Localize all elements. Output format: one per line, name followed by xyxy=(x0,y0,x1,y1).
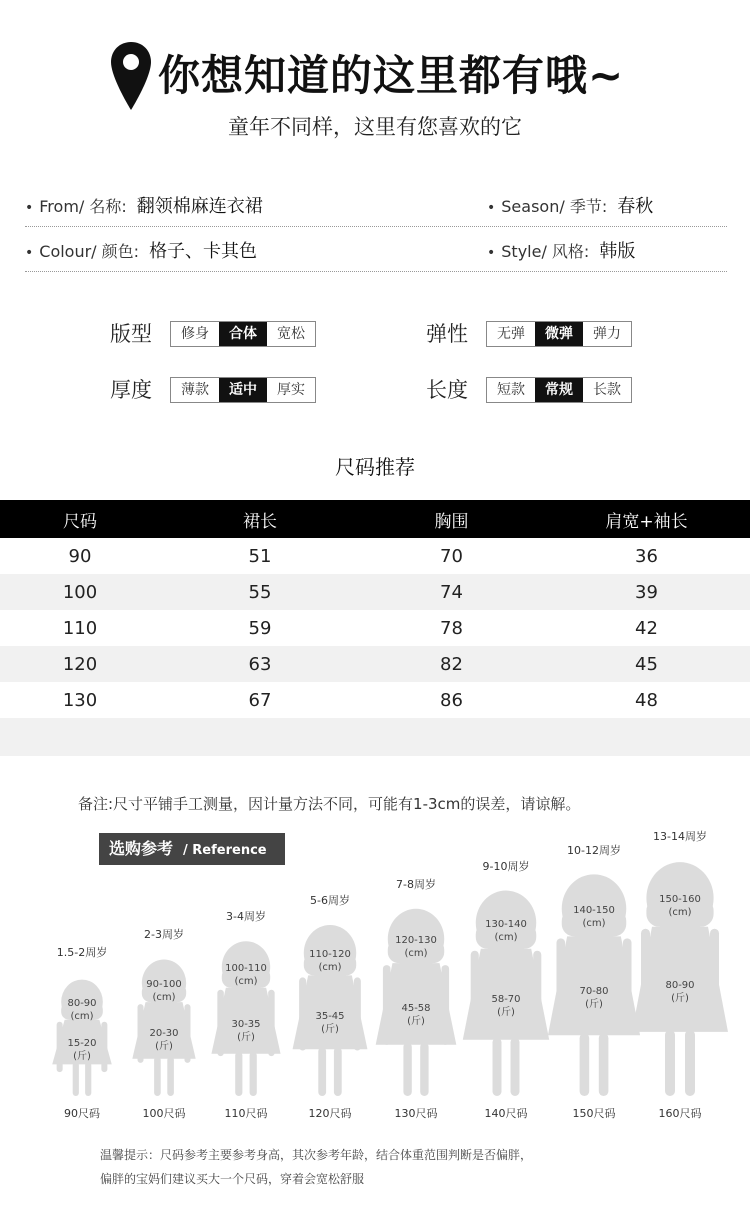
table-footer-band xyxy=(0,718,750,756)
attribute-key: Style/ 风格: xyxy=(501,242,590,261)
attribute-key: Colour/ 颜色: xyxy=(39,242,140,261)
figure-weight: 20-30 xyxy=(149,1028,179,1039)
table-cell: 82 xyxy=(440,653,463,675)
table-cell: 55 xyxy=(248,581,272,603)
option-regular[interactable]: 合体 xyxy=(219,322,267,346)
reference-tag-en: / Reference xyxy=(183,843,267,858)
figure-height: 110-120 xyxy=(309,948,351,960)
figure-weight-unit: (斤) xyxy=(407,1016,425,1027)
figure-height-unit: (cm) xyxy=(152,992,176,1004)
table-header xyxy=(0,500,750,538)
attribute-key: Season/ 季节: xyxy=(501,197,608,216)
option-short[interactable]: 短款 xyxy=(487,378,535,402)
attribute-value: 格子、卡其色 xyxy=(149,241,258,262)
table-cell: 130 xyxy=(62,689,98,711)
figure-height: 100-110 xyxy=(225,963,267,975)
attribute-season xyxy=(487,187,653,227)
attribute-row xyxy=(25,232,727,272)
property-elasticity xyxy=(426,321,646,347)
page-subtitle: 童年不同样，这里有您喜欢的它 xyxy=(228,115,522,139)
table-cell: 78 xyxy=(440,617,463,639)
option-thin[interactable]: 薄款 xyxy=(171,378,219,402)
page-title: 你想知道的这里都有哦~ xyxy=(158,51,625,100)
figure-age: 3-4周岁 xyxy=(226,910,266,923)
figure-age: 5-6周岁 xyxy=(310,894,350,907)
figure-height: 150-160 xyxy=(659,894,701,905)
attribute-value: 韩版 xyxy=(599,241,636,262)
property-label: 长度 xyxy=(426,378,468,402)
figure-size: 160尺码 xyxy=(658,1107,702,1120)
table-row xyxy=(0,610,750,646)
bullet-icon: • xyxy=(25,200,34,216)
option-standard[interactable]: 常规 xyxy=(535,378,583,402)
measurement-note: 备注:尺寸平铺手工测量，因计量方法不同，可能有1-3cm的误差，请谅解。 xyxy=(78,795,581,813)
reference-figure xyxy=(37,946,127,1125)
table-cell: 67 xyxy=(248,689,272,711)
reference-tag xyxy=(99,833,285,865)
figure-height: 90-100 xyxy=(146,979,182,991)
figure-weight-unit: (斤) xyxy=(585,999,603,1010)
table-row xyxy=(0,574,750,610)
tip-line-1: 温馨提示：尺码参考主要参考身高，其次参考年龄，结合体重范围判断是否偏胖， xyxy=(100,1148,533,1162)
figure-weight: 45-58 xyxy=(401,1003,431,1014)
figure-weight-unit: (斤) xyxy=(671,993,689,1004)
property-length xyxy=(426,377,646,403)
figure-weight: 15-20 xyxy=(67,1038,97,1049)
figure-size: 110尺码 xyxy=(224,1107,268,1120)
figure-age: 9-10周岁 xyxy=(482,860,530,873)
figure-age: 1.5-2周岁 xyxy=(56,946,108,959)
table-cell: 39 xyxy=(635,581,658,603)
attribute-row xyxy=(25,187,727,227)
attribute-key: From/ 名称: xyxy=(39,197,127,216)
figure-weight: 58-70 xyxy=(491,994,521,1005)
figure-height: 140-150 xyxy=(573,904,615,916)
figure-size: 130尺码 xyxy=(394,1107,438,1120)
option-medium[interactable]: 适中 xyxy=(219,378,267,402)
column-header: 肩宽+袖长 xyxy=(605,511,688,532)
table-cell: 48 xyxy=(635,689,658,711)
option-thick[interactable]: 厚实 xyxy=(267,378,315,402)
figure-height-unit: (cm) xyxy=(70,1010,94,1022)
property-label: 版型 xyxy=(110,322,152,346)
option-stretch[interactable]: 弹力 xyxy=(583,322,631,346)
bullet-icon: • xyxy=(487,245,496,261)
figure-weight-unit: (斤) xyxy=(155,1041,173,1052)
figure-height-unit: (cm) xyxy=(494,931,518,943)
attribute-style xyxy=(487,232,635,272)
figure-height-unit: (cm) xyxy=(404,947,428,959)
table-row xyxy=(0,646,750,682)
option-slim[interactable]: 修身 xyxy=(171,322,219,346)
figure-height-unit: (cm) xyxy=(234,976,258,988)
reference-tag-cn: 选购参考 xyxy=(109,839,174,858)
property-thickness xyxy=(110,377,330,403)
option-long[interactable]: 长款 xyxy=(583,378,631,402)
thickness-options xyxy=(170,377,316,403)
table-row xyxy=(0,538,750,574)
table-cell: 110 xyxy=(62,617,98,639)
figure-weight: 35-45 xyxy=(315,1011,345,1022)
reference-figure xyxy=(616,830,744,1125)
figure-age: 7-8周岁 xyxy=(396,878,436,891)
table-cell: 70 xyxy=(440,545,463,567)
figure-weight: 80-90 xyxy=(665,980,695,991)
table-cell: 120 xyxy=(62,653,98,675)
tip-line-2: 偏胖的宝妈们建议买大一个尺码，穿着会宽松舒服 xyxy=(100,1172,365,1186)
attribute-value: 春秋 xyxy=(617,196,654,217)
size-table-title: 尺码推荐 xyxy=(335,455,415,479)
attribute-colour xyxy=(25,232,257,272)
figure-weight-unit: (斤) xyxy=(237,1032,255,1043)
table-cell: 59 xyxy=(248,617,272,639)
table-row xyxy=(0,682,750,718)
figure-size: 120尺码 xyxy=(308,1107,352,1120)
elasticity-options xyxy=(486,321,632,347)
figure-size: 140尺码 xyxy=(484,1107,528,1120)
table-cell: 42 xyxy=(635,617,658,639)
figure-age: 10-12周岁 xyxy=(567,844,621,857)
table-cell: 51 xyxy=(248,545,272,567)
table-cell: 45 xyxy=(635,653,658,675)
figure-height: 130-140 xyxy=(485,918,527,930)
figure-height: 80-90 xyxy=(67,997,97,1009)
fit-options xyxy=(170,321,316,347)
figure-weight: 30-35 xyxy=(231,1019,261,1030)
table-cell: 86 xyxy=(440,689,463,711)
table-cell: 90 xyxy=(68,545,92,567)
size-table xyxy=(0,500,750,756)
table-cell: 36 xyxy=(635,545,658,567)
bullet-icon: • xyxy=(487,200,496,216)
figure-weight: 70-80 xyxy=(579,986,609,997)
property-label: 弹性 xyxy=(426,322,468,346)
table-cell: 100 xyxy=(62,581,98,603)
property-label: 厚度 xyxy=(110,378,152,402)
figure-weight-unit: (斤) xyxy=(497,1007,515,1018)
figure-height-unit: (cm) xyxy=(582,917,606,929)
column-header: 裙长 xyxy=(243,511,277,532)
bullet-icon: • xyxy=(25,245,34,261)
figure-size: 90尺码 xyxy=(64,1107,100,1120)
figure-height: 120-130 xyxy=(395,934,437,946)
table-cell: 74 xyxy=(440,581,463,603)
option-slight-stretch[interactable]: 微弹 xyxy=(535,322,583,346)
attribute-name xyxy=(25,187,263,227)
figure-weight-unit: (斤) xyxy=(73,1051,91,1062)
table-cell: 63 xyxy=(248,653,272,675)
attribute-value: 翻领棉麻连衣裙 xyxy=(136,196,263,217)
column-header: 胸围 xyxy=(434,511,469,532)
column-header: 尺码 xyxy=(63,511,97,532)
figure-size: 150尺码 xyxy=(572,1107,616,1120)
property-fit xyxy=(110,321,330,347)
figure-height-unit: (cm) xyxy=(668,907,692,918)
option-no-stretch[interactable]: 无弹 xyxy=(487,322,535,346)
figure-size: 100尺码 xyxy=(142,1107,186,1120)
length-options xyxy=(486,377,632,403)
option-loose[interactable]: 宽松 xyxy=(267,322,315,346)
location-pin-icon xyxy=(108,40,154,112)
figure-weight-unit: (斤) xyxy=(321,1024,339,1035)
figure-age: 13-14周岁 xyxy=(653,830,707,843)
figure-age: 2-3周岁 xyxy=(144,928,184,941)
figure-height-unit: (cm) xyxy=(318,961,342,973)
